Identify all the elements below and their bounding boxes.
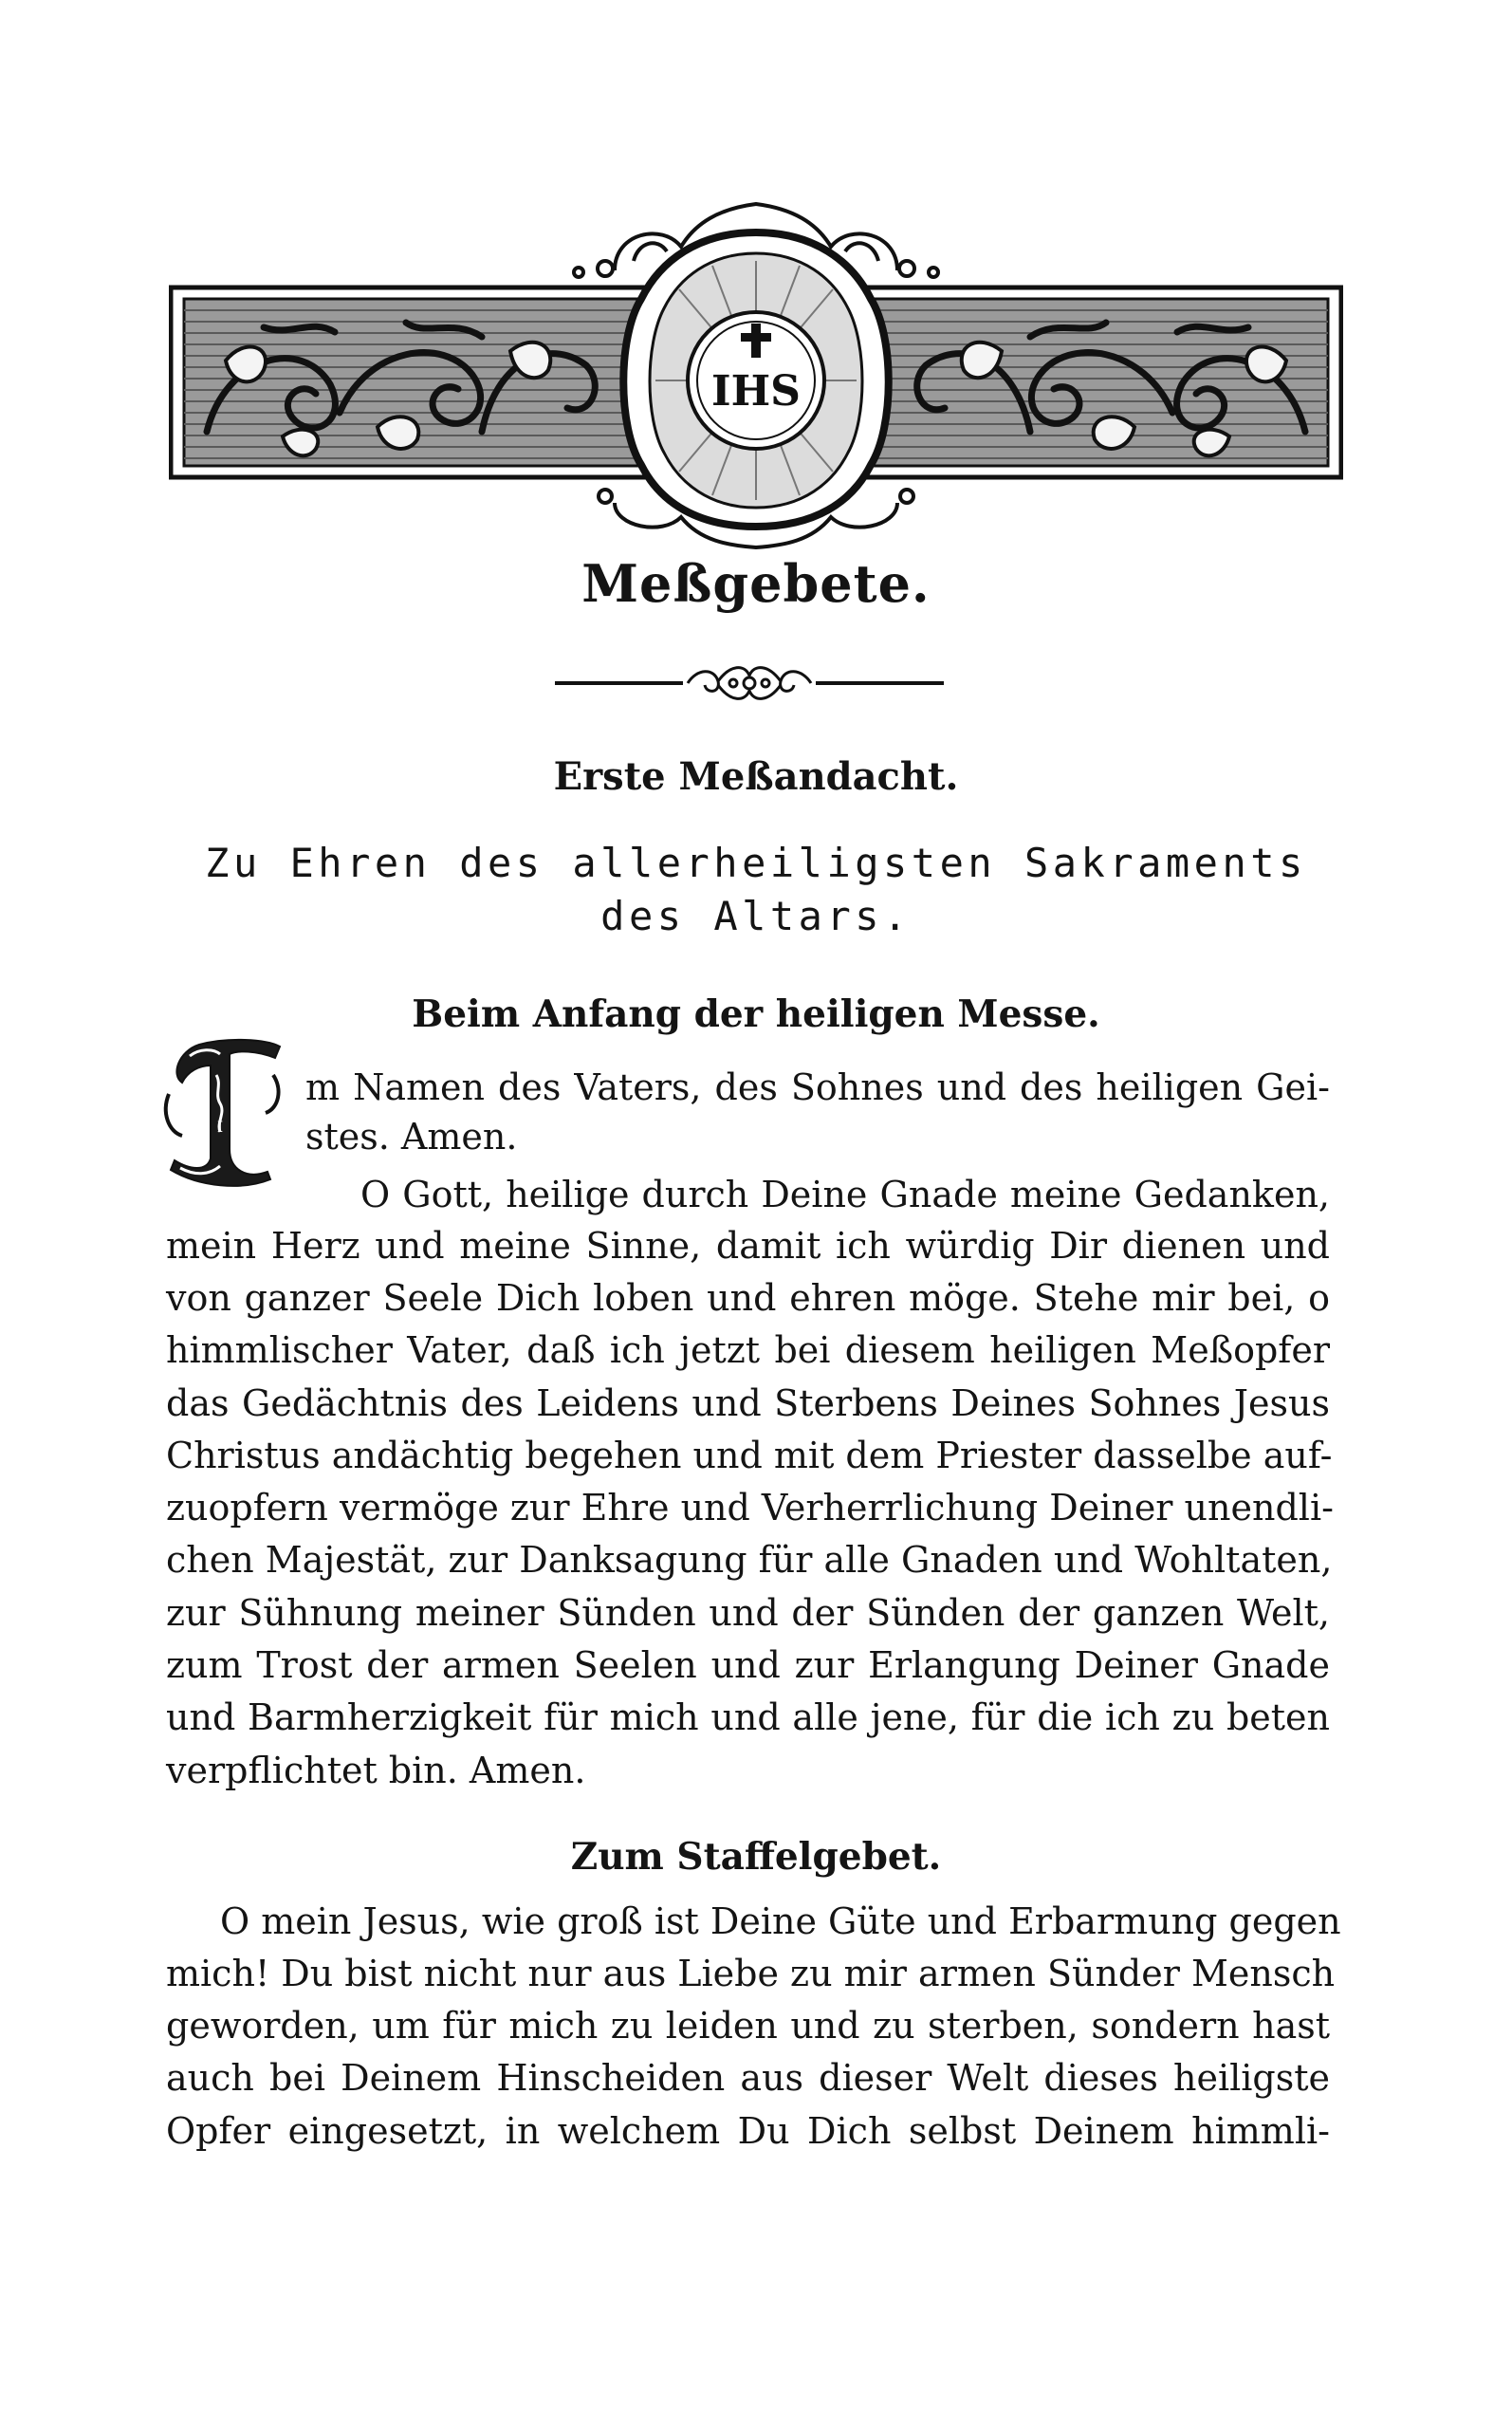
section-heading-beginning: Beim Anfang der heiligen Messe. <box>412 992 1100 1036</box>
dedication-line: Zu Ehren des allerheiligsten Sakraments <box>205 840 1307 886</box>
body-line: von ganzer Seele Dich loben und ehren möge. Stehe mir bei, o <box>166 1277 1330 1319</box>
drop-cap-initial <box>161 1037 285 1189</box>
body-line: zur Sühnung meiner Sünden und der Sünden der ganzen Welt, <box>166 1592 1330 1634</box>
body-line: zum Trost der armen Seelen und zur Erlangung Deiner Gnade <box>166 1644 1330 1686</box>
page-title: Meßgebete. <box>581 553 931 614</box>
body-line: zuopfern vermöge zur Ehre und Verherrlichung Deiner unendli- <box>166 1487 1334 1529</box>
section-subheading: Erste Meßandacht. <box>553 754 959 799</box>
body-line: Christus andächtig begehen und mit dem Priester dasselbe auf- <box>166 1435 1333 1476</box>
body-line: geworden, um für mich zu leiden und zu sterben, sondern hast <box>166 2005 1330 2047</box>
body-line: himmlischer Vater, daß ich jetzt bei diesem heiligen Meßopfer <box>166 1329 1330 1371</box>
dedication-text <box>0 837 1512 943</box>
ornamental-divider <box>555 657 944 708</box>
body-line: m Namen des Vaters, des Sohnes und des heiligen Gei- <box>305 1066 1330 1108</box>
section-heading-staffelgebet: Zum Staffelgebet. <box>570 1835 942 1879</box>
body-line: das Gedächtnis des Leidens und Sterbens Deines Sohnes Jesus <box>166 1382 1330 1424</box>
body-line: auch bei Deinem Hinscheiden aus dieser Welt dieses heiligste <box>166 2057 1330 2099</box>
body-line: verpflichtet bin. Amen. <box>166 1750 586 1791</box>
body-line: O Gott, heilige durch Deine Gnade meine Gedanken, <box>360 1174 1330 1215</box>
drop-cap-letter: I <box>216 1118 224 1136</box>
body-line: mich! Du bist nicht nur aus Liebe zu mir armen Sünder Mensch <box>166 1953 1336 1994</box>
ornamental-headpiece <box>169 195 1343 555</box>
dedication-line: des Altars. <box>600 893 912 939</box>
body-line: mein Herz und meine Sinne, damit ich würdig Dir dienen und <box>166 1225 1330 1267</box>
body-line: Opfer eingesetzt, in welchem Du Dich selbst Deinem himmli- <box>166 2110 1330 2152</box>
ihs-monogram: IHS <box>711 367 801 416</box>
body-line: stes. Amen. <box>305 1116 518 1158</box>
body-line: O mein Jesus, wie groß ist Deine Güte und Erbarmung gegen <box>220 1900 1341 1942</box>
body-line: und Barmherzigkeit für mich und alle jene, für die ich zu beten <box>166 1696 1330 1738</box>
body-line: chen Majestät, zur Danksagung für alle Gnaden und Wohltaten, <box>166 1539 1333 1581</box>
